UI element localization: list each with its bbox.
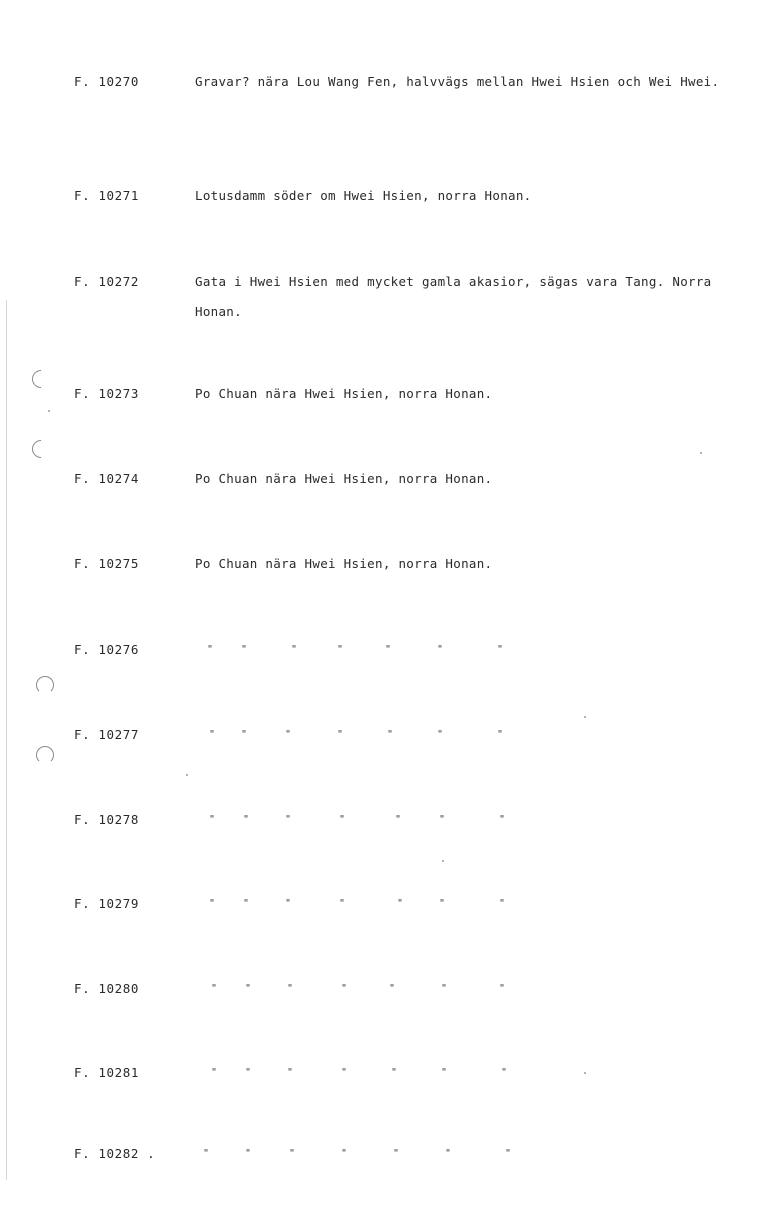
- entry-number: F. 10275: [74, 556, 140, 571]
- ditto-mark: ": [241, 644, 248, 655]
- ditto-mark: ": [285, 814, 292, 825]
- ditto-mark: ": [291, 644, 298, 655]
- ditto-mark: ": [393, 1148, 400, 1159]
- catalog-entry: [0, 1146, 767, 1206]
- entry-number: F. 10271: [74, 188, 140, 203]
- catalog-entry: [0, 274, 767, 334]
- ditto-mark: ": [245, 983, 252, 994]
- ditto-mark: ": [437, 644, 444, 655]
- catalog-entry: [0, 74, 767, 134]
- ditto-mark: ": [245, 1148, 252, 1159]
- ditto-mark: ": [285, 898, 292, 909]
- ditto-mark: ": [207, 644, 214, 655]
- ditto-mark: ": [211, 983, 218, 994]
- entry-number: F. 10280: [74, 981, 140, 996]
- ditto-mark: ": [385, 644, 392, 655]
- ditto-mark: ": [337, 644, 344, 655]
- ditto-mark: ": [339, 898, 346, 909]
- ditto-mark: ": [387, 729, 394, 740]
- entry-number: F. 10278: [74, 812, 140, 827]
- ditto-mark: ": [505, 1148, 512, 1159]
- ditto-mark: ": [439, 814, 446, 825]
- catalog-entry: [0, 642, 767, 702]
- entry-description: Po Chuan nära Hwei Hsien, norra Honan.: [195, 386, 493, 401]
- ditto-mark: ": [497, 729, 504, 740]
- ditto-marks: [195, 1146, 515, 1162]
- entry-number: F. 10277: [74, 727, 140, 742]
- catalog-entry: [0, 471, 767, 531]
- ditto-mark: ": [337, 729, 344, 740]
- catalog-entry: [0, 188, 767, 248]
- ditto-marks: [195, 1065, 515, 1081]
- ditto-mark: ": [341, 983, 348, 994]
- ditto-mark: ": [341, 1067, 348, 1078]
- entry-description: Lotusdamm söder om Hwei Hsien, norra Honan.: [195, 188, 532, 203]
- entry-description: Po Chuan nära Hwei Hsien, norra Honan.: [195, 556, 493, 571]
- ditto-mark: ": [287, 983, 294, 994]
- ditto-mark: ": [437, 729, 444, 740]
- ditto-marks: [195, 812, 515, 828]
- ditto-mark: ": [287, 1067, 294, 1078]
- ditto-mark: ": [497, 644, 504, 655]
- ditto-mark: ": [499, 898, 506, 909]
- entry-description: Po Chuan nära Hwei Hsien, norra Honan.: [195, 471, 493, 486]
- ditto-mark: ": [499, 814, 506, 825]
- ditto-mark: ": [241, 729, 248, 740]
- ditto-mark: ": [397, 898, 404, 909]
- ditto-mark: ": [395, 814, 402, 825]
- ditto-mark: ": [499, 983, 506, 994]
- ditto-mark: ": [209, 814, 216, 825]
- ditto-marks: [195, 727, 515, 743]
- entry-number: F. 10276: [74, 642, 140, 657]
- ditto-mark: ": [439, 898, 446, 909]
- catalog-entry: [0, 812, 767, 872]
- entry-number: F. 10281: [74, 1065, 140, 1080]
- ditto-mark: ": [211, 1067, 218, 1078]
- catalog-entry: [0, 727, 767, 787]
- entry-description: Gravar? nära Lou Wang Fen, halvvägs mellan Hwei Hsien och Wei Hwei.: [195, 74, 720, 89]
- ditto-mark: ": [339, 814, 346, 825]
- entry-number: F. 10270: [74, 74, 140, 89]
- ditto-mark: ": [501, 1067, 508, 1078]
- entry-number: F. 10272: [74, 274, 140, 289]
- catalog-entry: [0, 386, 767, 446]
- catalog-entry: [0, 896, 767, 956]
- ditto-mark: ": [289, 1148, 296, 1159]
- entry-description: Gata i Hwei Hsien med mycket gamla akasior, sägas vara Tang. Norra Honan.: [195, 274, 712, 319]
- catalog-entry: [0, 556, 767, 616]
- entry-number: F. 10274: [74, 471, 140, 486]
- ditto-marks: [195, 896, 515, 912]
- ditto-mark: ": [285, 729, 292, 740]
- ditto-mark: ": [341, 1148, 348, 1159]
- paper-speck: [584, 716, 586, 718]
- ditto-mark: ": [203, 1148, 210, 1159]
- entry-number: F. 10273: [74, 386, 140, 401]
- ditto-mark: ": [389, 983, 396, 994]
- ditto-marks: [195, 981, 515, 997]
- ditto-marks: [195, 642, 515, 658]
- ditto-mark: ": [209, 729, 216, 740]
- paper-speck: [700, 452, 702, 454]
- ditto-mark: ": [209, 898, 216, 909]
- ditto-mark: ": [391, 1067, 398, 1078]
- entry-number: F. 10282 .: [74, 1146, 156, 1161]
- ditto-mark: ": [243, 898, 250, 909]
- catalog-entry: [0, 981, 767, 1041]
- ditto-mark: ": [243, 814, 250, 825]
- ditto-mark: ": [445, 1148, 452, 1159]
- ditto-mark: ": [441, 983, 448, 994]
- catalog-entry: [0, 1065, 767, 1125]
- ditto-mark: ": [441, 1067, 448, 1078]
- ditto-mark: ": [245, 1067, 252, 1078]
- entry-number: F. 10279: [74, 896, 140, 911]
